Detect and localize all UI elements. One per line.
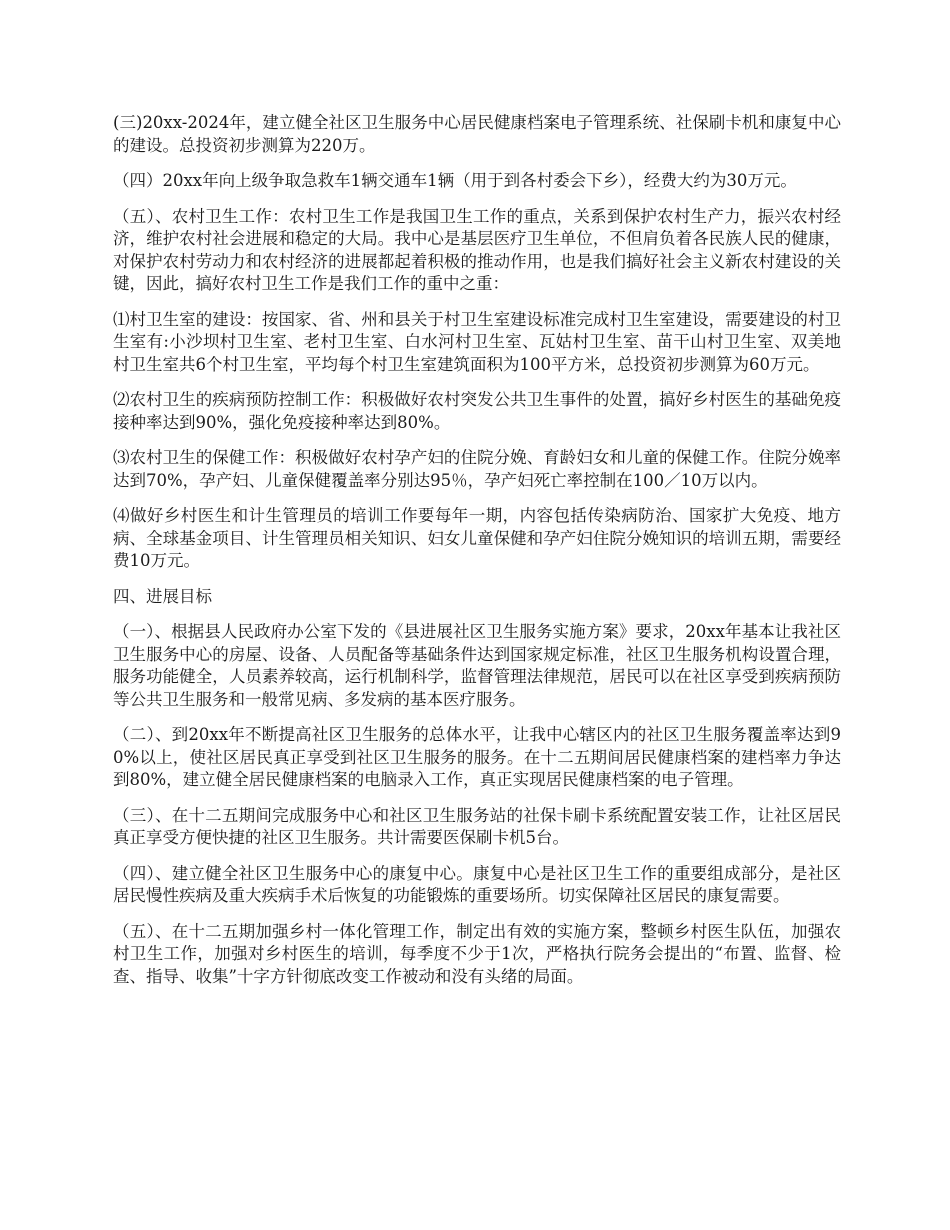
section-heading-development-goals: 四、进展目标 bbox=[113, 586, 212, 606]
paragraph-village-clinic-construction: ⑴村卫生室的建设：按国家、省、州和县关于村卫生室建设标准完成村卫生室建设，需要建设的村卫生室有:小沙坝村卫生室、老村卫生室、白水河村卫生室、瓦姑村卫生室、苗干山村卫生室、双美地村卫生室共6个村卫生室，平均每个村卫生室建筑面积为100平方米，总投资初步测算为60万元。 bbox=[113, 309, 841, 374]
paragraph-goal-5: （五）、在十二五期加强乡村一体化管理工作，制定出有效的实施方案，整顿乡村医生队伍，加强农村卫生工作，加强对乡村医生的培训，每季度不少于1次，严格执行院务会提出的“布置、监督、检查、指导、收集”十字方针彻底改变工作被动和没有头绪的局面。 bbox=[113, 921, 841, 986]
paragraph-ambulance-funding: （四）20xx年向上级争取急救车1辆交通车1辆（用于到各村委会下乡），经费大约为30万元。 bbox=[113, 171, 797, 190]
paragraph-maternal-child-health: ⑶农村卫生的保健工作：积极做好农村孕产妇的住院分娩、育龄妇女和儿童的保健工作。住院分娩率达到70%，孕产妇、儿童保健覆盖率分别达95％，孕产妇死亡率控制在100／10万以内。 bbox=[113, 448, 841, 490]
document-page bbox=[113, 112, 841, 1001]
paragraph-doctor-training: ⑷做好乡村医生和计生管理员的培训工作要每年一期，内容包括传染病防治、国家扩大免疫、地方病、全球基金项目、计生管理员相关知识、妇女儿童保健和孕产妇住院分娩知识的培训五期，需要经费10万元。 bbox=[113, 506, 841, 570]
paragraph-goal-4: （四）、建立健全社区卫生服务中心的康复中心。康复中心是社区卫生工作的重要组成部分，是社区居民慢性疾病及重大疾病手术后恢复的功能锻炼的重要场所。切实保障社区居民的康复需要。 bbox=[113, 863, 841, 905]
paragraph-investment-system: (三)20xx-2024年，建立健全社区卫生服务中心居民健康档案电子管理系统、社保刷卡机和康复中心的建设。总投资初步测算为220万。 bbox=[113, 113, 841, 155]
paragraph-goal-2: （二）、到20xx年不断提高社区卫生服务的总体水平，让我中心辖区内的社区卫生服务覆盖率达到90%以上，使社区居民真正享受到社区卫生服务的服务。在十二五期间居民健康档案的建档率力争达到80%，建立健全居民健康档案的电脑录入工作，真正实现居民健康档案的电子管理。 bbox=[113, 725, 841, 789]
paragraph-rural-health-work: （五）、农村卫生工作：农村卫生工作是我国卫生工作的重点，关系到保护农村生产力，振兴农村经济，维护农村社会进展和稳定的大局。我中心是基层医疗卫生单位，不但肩负着各民族人民的健康，对保护农村劳动力和农村经济的进展都起着积极的推动作用，也是我们搞好社会主义新农村建设的关键，因此，搞好农村卫生工作是我们工作的重中之重： bbox=[113, 206, 841, 293]
paragraph-goal-3: （三）、在十二五期间完成服务中心和社区卫生服务站的社保卡刷卡系统配置安装工作，让社区居民真正享受方便快捷的社区卫生服务。共计需要医保刷卡机5台。 bbox=[113, 805, 841, 847]
paragraph-disease-prevention: ⑵农村卫生的疾病预防控制工作：积极做好农村突发公共卫生事件的处置，搞好乡村医生的基础免疫接种率达到90%，强化免疫接种率达到80%。 bbox=[113, 390, 841, 432]
paragraph-goal-1: （一）、根据县人民政府办公室下发的《县进展社区卫生服务实施方案》要求，20xx年基本让我社区卫生服务中心的房屋、设备、人员配备等基础条件达到国家规定标准，社区卫生服务机构设置合理，服务功能健全，人员素养较高，运行机制科学，监督管理法律规范，居民可以在社区享受到疾病预防等公共卫生服务和一般常见病、多发病的基本医疗服务。 bbox=[113, 622, 841, 709]
